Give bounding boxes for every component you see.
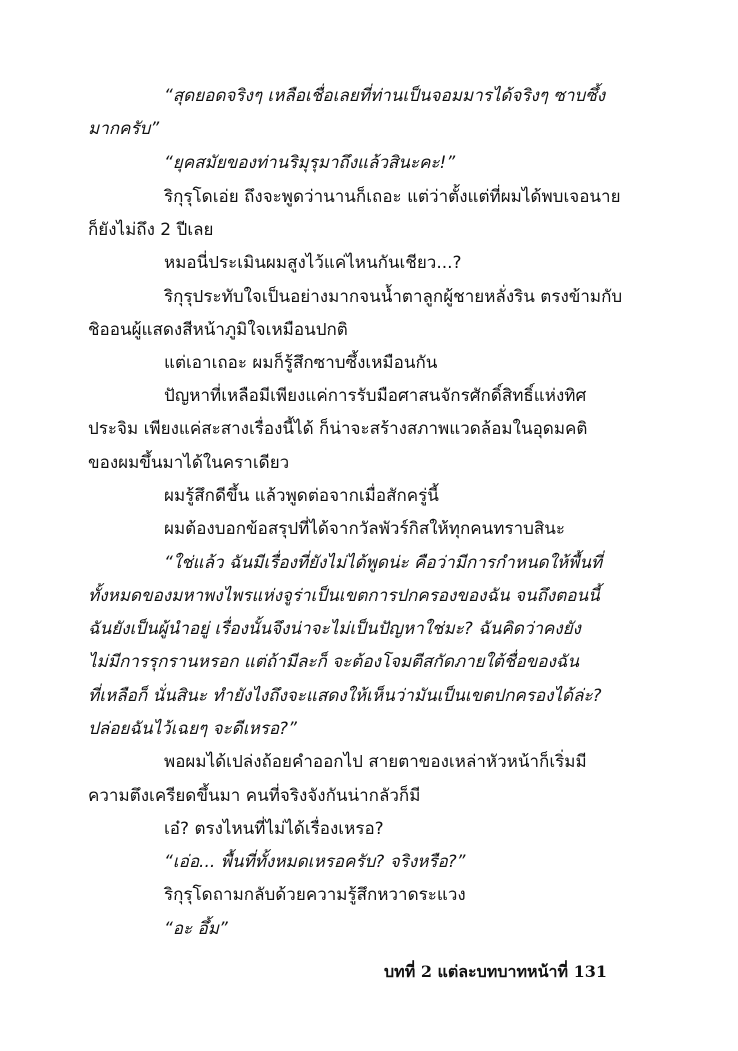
text-line: ก็ยังไม่ถึง 2 ปีเลย bbox=[88, 220, 214, 240]
text-line: ความตึงเครียดขึ้นมา คนที่จริงจังกันน่ากลัวก็มี bbox=[88, 786, 421, 806]
text-line: “ยุคสมัยของท่านริมุรุมาถึงแล้วสินะคะ!” bbox=[164, 153, 456, 173]
text-line: “อะ อึ้ม” bbox=[164, 919, 228, 939]
text-line: แต่เอาเถอะ ผมก็รู้สึกซาบซึ้งเหมือนกัน bbox=[164, 353, 438, 373]
text-line: พอผมได้เปล่งถ้อยคำออกไป สายตาของเหล่าหัวหน้าก็เริ่มมี bbox=[164, 752, 587, 772]
text-line: ปล่อยฉันไว้เฉยๆ จะดีเหรอ?” bbox=[88, 719, 297, 739]
text-line: ทั้งหมดของมหาพงไพรแห่งจูร่าเป็นเขตการปกครองของฉัน จนถึงตอนนี้ bbox=[88, 586, 600, 606]
text-line: “เอ่อ... พื้นที่ทั้งหมดเหรอครับ? จริงหรือ?” bbox=[164, 852, 466, 872]
text-line: ไม่มีการรุกรานหรอก แต่ถ้ามีละก็ จะต้องโจมตีสกัดภายใต้ชื่อของฉัน bbox=[88, 652, 580, 672]
text-line: ฉันยังเป็นผู้นำอยู่ เรื่องนั้นจึงน่าจะไม่เป็นปัญหาใช่มะ? ฉันคิดว่าคงยัง bbox=[88, 619, 581, 639]
text-line: ริกุรุโดถามกลับด้วยความรู้สึกหวาดระแวง bbox=[164, 885, 466, 905]
text-line: เอ๋? ตรงไหนที่ไม่ได้เรื่องเหรอ? bbox=[164, 819, 384, 839]
text-line: “สุดยอดจริงๆ เหลือเชื่อเลยที่ท่านเป็นจอมมารได้จริงๆ ซาบซึ้ง bbox=[164, 86, 606, 106]
text-line: ผมต้องบอกข้อสรุปที่ได้จากวัลพัวร์กิสให้ทุกคนทราบสินะ bbox=[164, 519, 566, 539]
page-footer: บทที่ 2 แต่ละบทบาทหน้าที่ 131 bbox=[384, 962, 607, 981]
text-line: ที่เหลือก็ นั่นสินะ ทำยังไงถึงจะแสดงให้เห็นว่ามันเป็นเขตปกครองได้ล่ะ? bbox=[88, 686, 602, 706]
text-line: “ใช่แล้ว ฉันมีเรื่องที่ยังไม่ได้พูดน่ะ คือว่ามีการกำหนดให้พื้นที่ bbox=[164, 553, 603, 573]
text-line: ของผมขึ้นมาได้ในคราเดียว bbox=[88, 453, 290, 473]
text-line: หมอนี่ประเมินผมสูงไว้แค่ไหนกันเชียว...? bbox=[164, 253, 462, 273]
text-line: ชิออนผู้แสดงสีหน้าภูมิใจเหมือนปกติ bbox=[88, 320, 348, 340]
text-line: ผมรู้สึกดีขึ้น แล้วพูดต่อจากเมื่อสักครู่นี้ bbox=[164, 486, 439, 506]
text-line: ประจิม เพียงแค่สะสางเรื่องนี้ได้ ก็น่าจะสร้างสภาพแวดล้อมในอุดมคติ bbox=[88, 419, 588, 439]
text-line: ริกุรุประทับใจเป็นอย่างมากจนน้ำตาลูกผู้ชายหลั่งริน ตรงข้ามกับ bbox=[164, 287, 623, 307]
text-line: ริกุรุโดเอ่ย ถึงจะพูดว่านานก็เถอะ แต่ว่าตั้งแต่ที่ผมได้พบเจอนาย bbox=[164, 187, 621, 207]
text-line: ปัญหาที่เหลือมีเพียงแค่การรับมือศาสนจักรศักดิ์สิทธิ์แห่งทิศ bbox=[164, 386, 587, 406]
text-line: มากครับ” bbox=[88, 119, 160, 139]
